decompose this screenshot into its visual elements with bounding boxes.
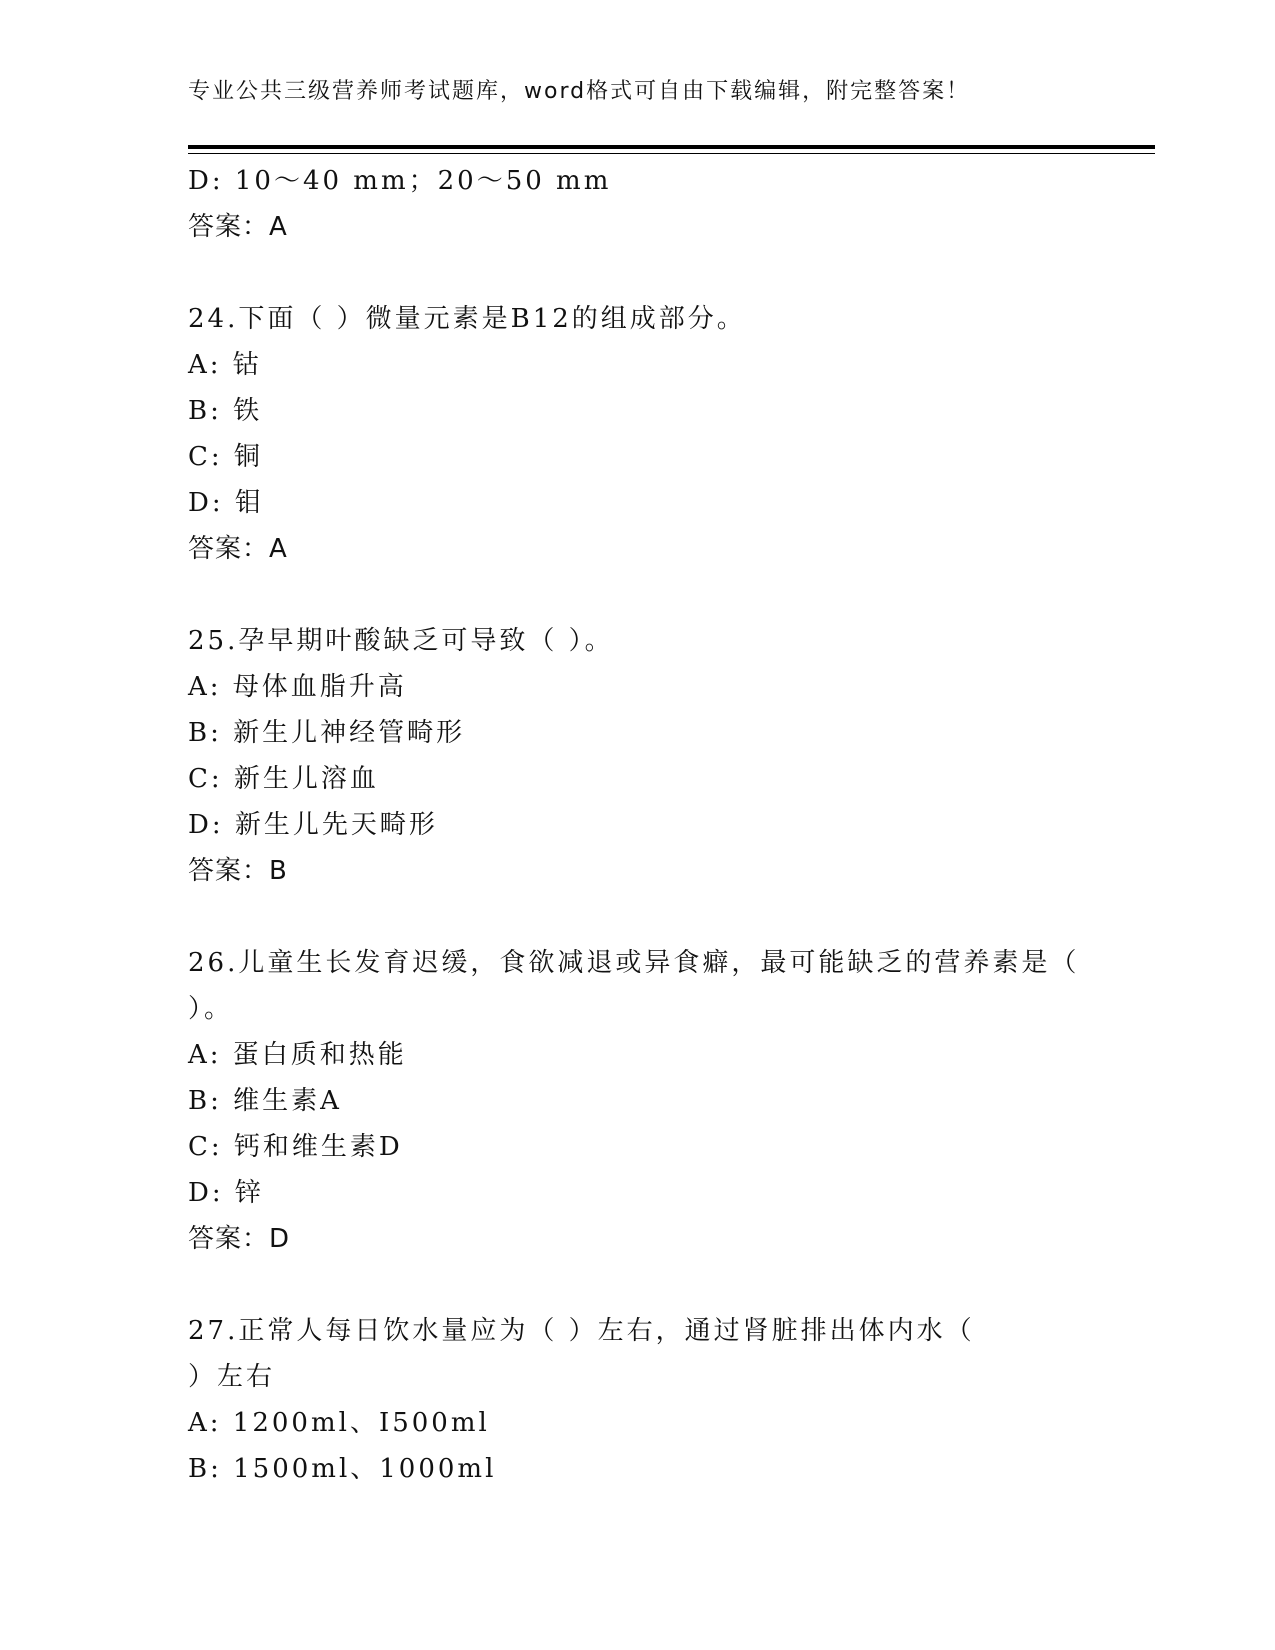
option-b: B: 1500ml、1000ml bbox=[188, 1454, 497, 1484]
answer: 答案：A bbox=[188, 534, 288, 564]
question-stem-line-2: ）。 bbox=[188, 994, 234, 1024]
option-b: B: 铁 bbox=[188, 396, 263, 426]
option-a: A: 钴 bbox=[188, 350, 262, 380]
option-a: A: 蛋白质和热能 bbox=[188, 1040, 407, 1070]
answer-carryover: 答案：A bbox=[188, 212, 288, 242]
question-27 bbox=[188, 1308, 1088, 1492]
option-d: D: 锌 bbox=[188, 1178, 264, 1208]
question-stem: 24.下面（ ）微量元素是B12的组成部分。 bbox=[188, 304, 746, 334]
option-a: A: 1200ml、I500ml bbox=[188, 1408, 490, 1438]
option-d-carryover: D: 10～40 mm；20～50 mm bbox=[188, 166, 612, 196]
option-c: C: 钙和维生素D bbox=[188, 1132, 403, 1162]
question-24 bbox=[188, 296, 1088, 572]
question-stem-line-2: ）左右 bbox=[188, 1362, 276, 1392]
page-header: 专业公共三级营养师考试题库，word格式可自由下载编辑，附完整答案！ bbox=[188, 79, 971, 104]
question-stem-line-1: 27.正常人每日饮水量应为（ ）左右，通过肾脏排出体内水（ bbox=[188, 1316, 975, 1346]
document-body bbox=[188, 158, 1088, 1492]
answer: 答案：B bbox=[188, 856, 288, 886]
option-b: B: 维生素A bbox=[188, 1086, 342, 1116]
question-stem: 25.孕早期叶酸缺乏可导致（ ）。 bbox=[188, 626, 614, 656]
question-25 bbox=[188, 618, 1088, 894]
question-stem-line-1: 26.儿童生长发育迟缓，食欲减退或异食癖，最可能缺乏的营养素是（ bbox=[188, 948, 1080, 978]
header-rule-thin bbox=[188, 153, 1155, 154]
question-26 bbox=[188, 940, 1088, 1262]
option-c: C: 新生儿溶血 bbox=[188, 764, 379, 794]
option-d: D: 新生儿先天畸形 bbox=[188, 810, 438, 840]
option-a: A: 母体血脂升高 bbox=[188, 672, 407, 702]
option-b: B: 新生儿神经管畸形 bbox=[188, 718, 466, 748]
answer: 答案：D bbox=[188, 1224, 291, 1254]
option-c: C: 铜 bbox=[188, 442, 263, 472]
option-d: D: 钼 bbox=[188, 488, 264, 518]
header-rule-thick bbox=[188, 145, 1155, 149]
